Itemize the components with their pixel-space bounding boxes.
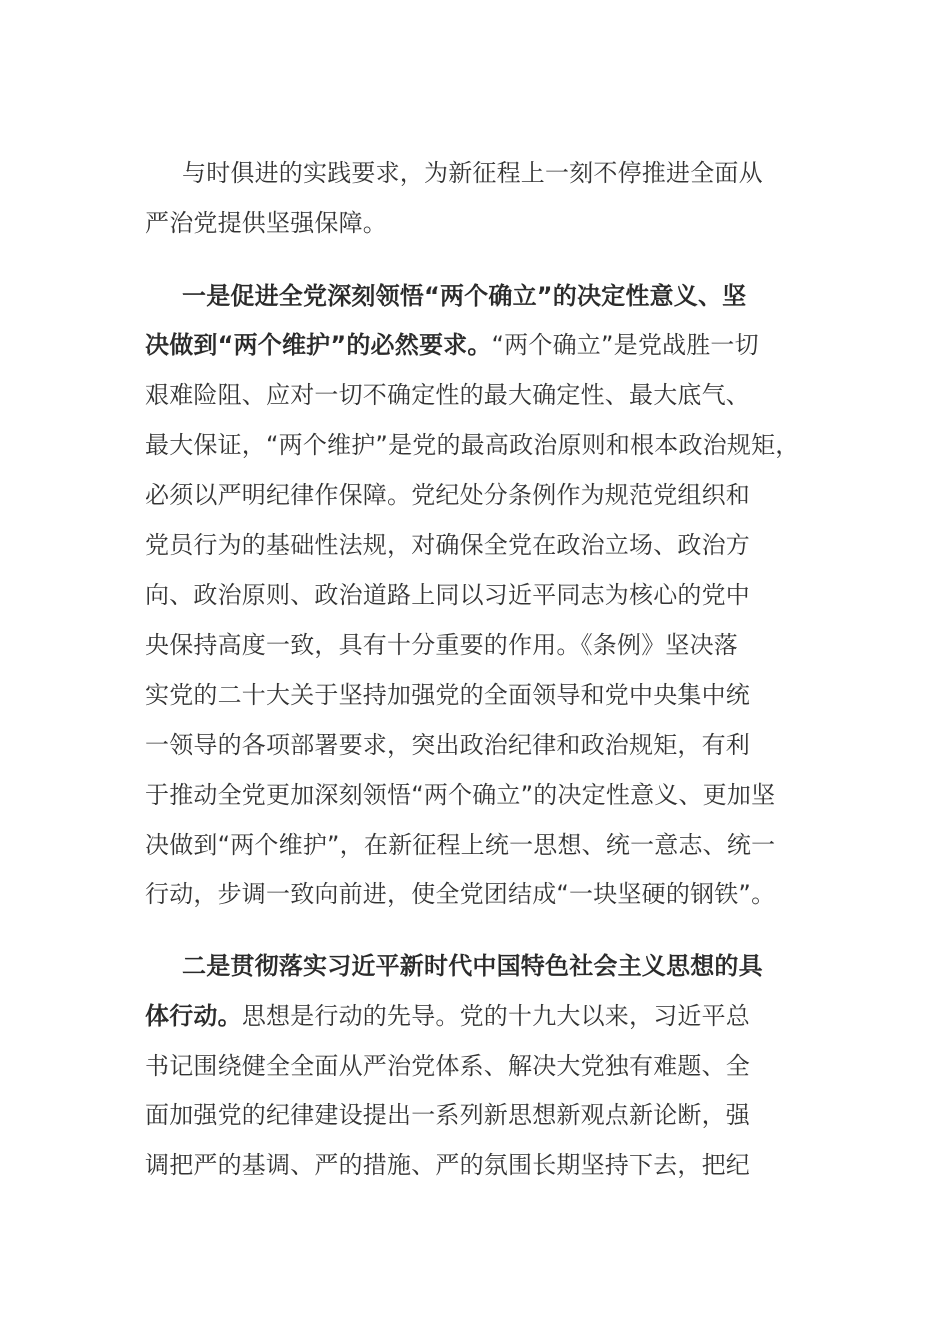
paragraph-1-line-5: 必须以严明纪律作保障。党纪处分条例作为规范党组织和 <box>145 481 750 509</box>
paragraph-1-line-2-text: “两个确立”是党战胜一切 <box>491 331 759 359</box>
paragraph-1-line-12: 决做到“两个维护”，在新征程上统一思想、统一意志、统一 <box>145 831 776 859</box>
paragraph-1-line-2 <box>145 329 835 361</box>
paragraph-1-heading-line-2: 决做到“两个维护”的必然要求。 <box>145 331 492 359</box>
paragraph-2-line-2-text: 思想是行动的先导。党的十九大以来，习近平总 <box>241 1002 751 1030</box>
paragraph-2-line-4: 面加强党的纪律建设提出一系列新思想新观点新论断，强 <box>145 1101 750 1129</box>
paragraph-1-line-4: 最大保证，“两个维护”是党的最高政治原则和根本政治规矩， <box>145 431 800 459</box>
paragraph-2-line-3: 书记围绕健全全面从严治党体系、解决大党独有难题、全 <box>145 1052 750 1080</box>
paragraph-2-heading-line-2: 体行动。 <box>145 1002 242 1030</box>
paragraph-1-line-9: 实党的二十大关于坚持加强党的全面领导和党中央集中统 <box>145 681 750 709</box>
paragraph-2-line-5: 调把严的基调、严的措施、严的氛围长期坚持下去，把纪 <box>145 1151 750 1179</box>
paragraph-1-line-7: 向、政治原则、政治道路上同以习近平同志为核心的党中 <box>145 581 750 609</box>
paragraph-1-line-8: 央保持高度一致，具有十分重要的作用。《条例》坚决落 <box>145 631 738 659</box>
paragraph-1-line-3: 艰难险阻、应对一切不确定性的最大确定性、最大底气、 <box>145 381 750 409</box>
paragraph-1-heading-line-1: 一是促进全党深刻领悟“两个确立”的决定性意义、坚 <box>182 282 747 310</box>
paragraph-1-line-6: 党员行为的基础性法规，对确保全党在政治立场、政治方 <box>145 531 750 559</box>
paragraph-2-heading-line-1: 二是贯彻落实习近平新时代中国特色社会主义思想的具 <box>182 952 763 980</box>
paragraph-0-line-1: 与时俱进的实践要求，为新征程上一刻不停推进全面从 <box>182 159 763 187</box>
paragraph-1-line-10: 一领导的各项部署要求，突出政治纪律和政治规矩，有利 <box>145 731 750 759</box>
paragraph-1-line-11: 于推动全党更加深刻领悟“两个确立”的决定性意义、更加坚 <box>145 781 776 809</box>
paragraph-0-line-2: 严治党提供坚强保障。 <box>145 209 387 237</box>
paragraph-1-line-13: 行动，步调一致向前进，使全党团结成“一块坚硬的钢铁”。 <box>145 880 776 908</box>
paragraph-2-line-2 <box>145 1000 835 1032</box>
